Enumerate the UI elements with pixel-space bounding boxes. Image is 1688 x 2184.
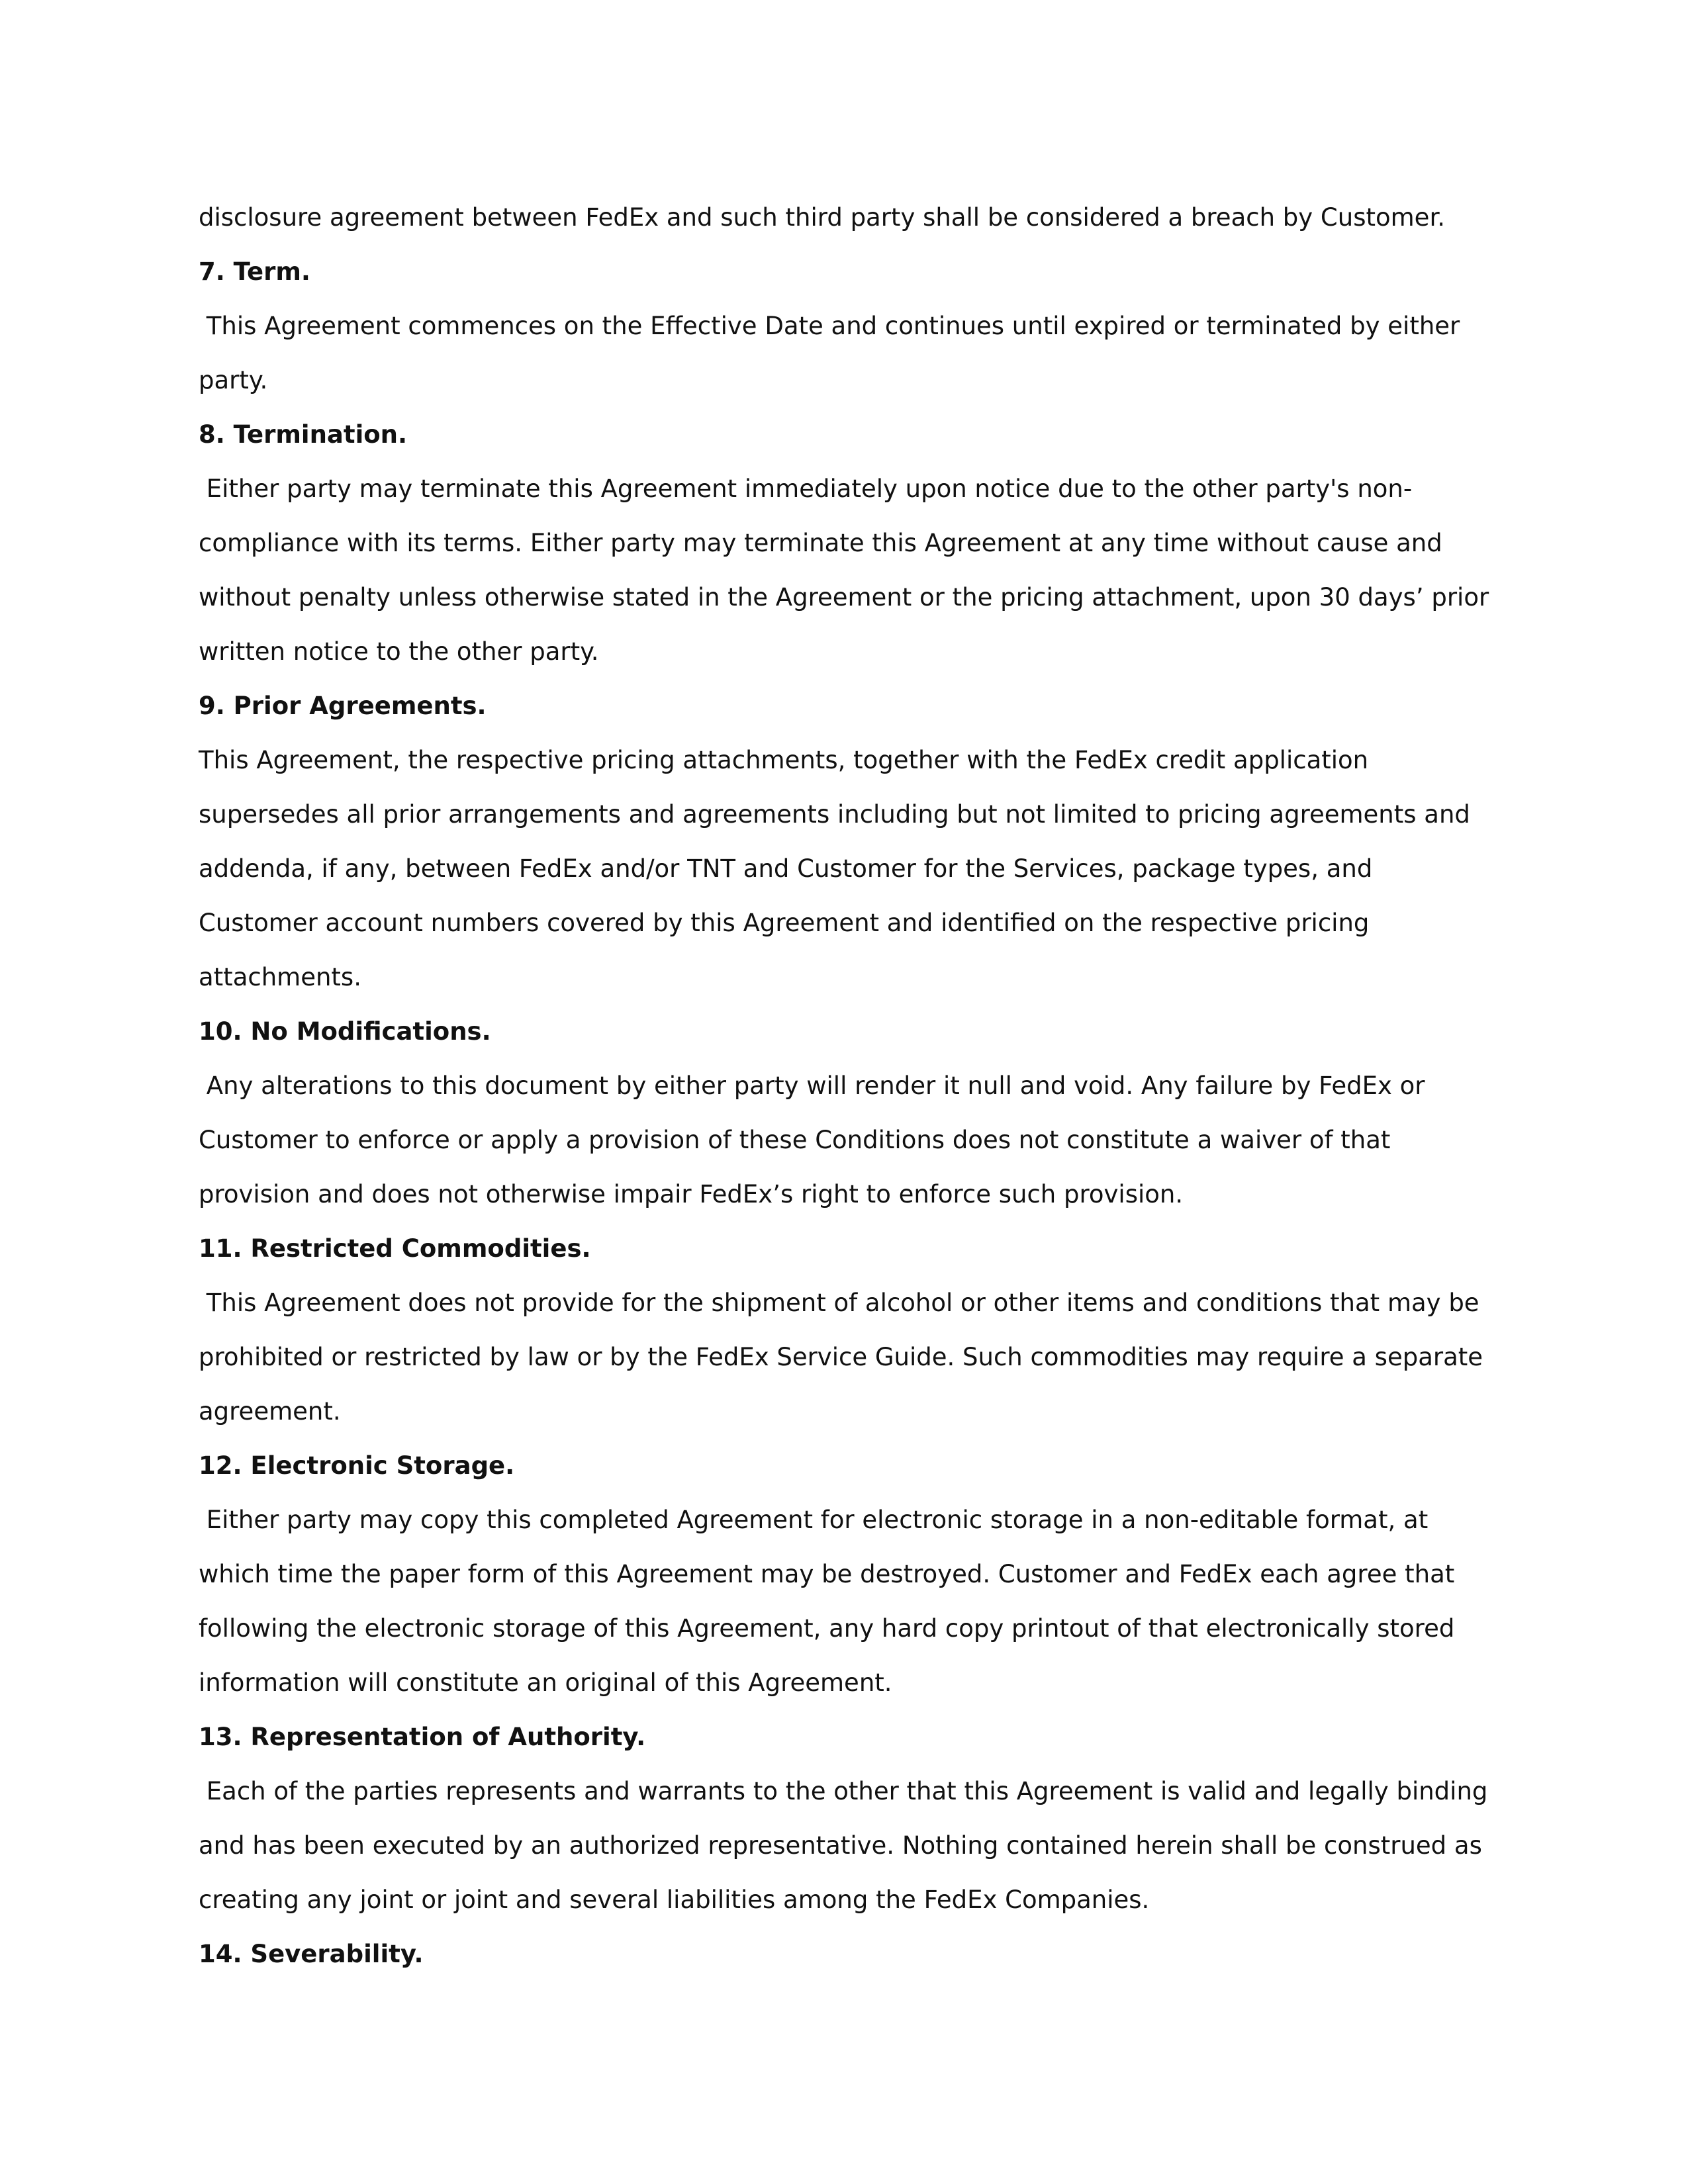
continuation-paragraph: disclosure agreement between FedEx and such third party shall be considered a breach by Customer. [199,203,1446,232]
section-heading-restricted-commodities: 11. Restricted Commodities. [199,1234,591,1263]
section-heading-electronic-storage: 12. Electronic Storage. [199,1451,515,1480]
section-body-no-modifications: Any alterations to this document by either party will render it null and void. Any failure by FedEx or Customer to enforce or apply a provision of these Conditions does not constitute a waiver of that provision and does not otherwise impair FedEx’s right to enforce such provision. [199,1071,1433,1208]
section-body-term: This Agreement commences on the Effective Date and continues until expired or terminated by either party. [199,312,1468,394]
section-body-termination: Either party may terminate this Agreement immediately upon notice due to the other party's non-compliance with its terms. Either party may terminate this Agreement at any time without cause and without penalty unless otherwise stated in the Agreement or the pricing attachment, upon 30 days’ prior written notice to the other party. [199,475,1497,666]
section-body-prior-agreements: This Agreement, the respective pricing attachments, together with the FedEx credit application supersedes all prior arrangements and agreements including but not limited to pricing agreements and addenda, if any, between FedEx and/or TNT and Customer for the Services, package types, and Customer account numbers covered by this Agreement and identified on the respective pricing attachments. [199,746,1478,991]
section-heading-severability: 14. Severability. [199,1940,424,1968]
section-heading-termination: 8. Termination. [199,420,408,449]
section-body-representation-of-authority: Each of the parties represents and warrants to the other that this Agreement is valid and legally binding and has been executed by an authorized representative. Nothing contained herein shall be construed as creating any joint or joint and several liabilities among the FedEx Companies. [199,1777,1496,1914]
section-body-restricted-commodities: This Agreement does not provide for the shipment of alcohol or other items and conditions that may be prohibited or restricted by law or by the FedEx Service Guide. Such commodities may require a separate agreement. [199,1289,1491,1426]
section-heading-term: 7. Term. [199,257,310,286]
section-heading-no-modifications: 10. No Modifications. [199,1017,491,1046]
section-heading-prior-agreements: 9. Prior Agreements. [199,692,487,720]
section-body-electronic-storage: Either party may copy this completed Agreement for electronic storage in a non-editable format, at which time the paper form of this Agreement may be destroyed. Customer and FedEx each agree that following the electronic storage of this Agreement, any hard copy printout of that electronically stored information will constitute an original of this Agreement. [199,1506,1463,1697]
document-body [199,191,1496,1981]
section-heading-representation-of-authority: 13. Representation of Authority. [199,1723,646,1751]
